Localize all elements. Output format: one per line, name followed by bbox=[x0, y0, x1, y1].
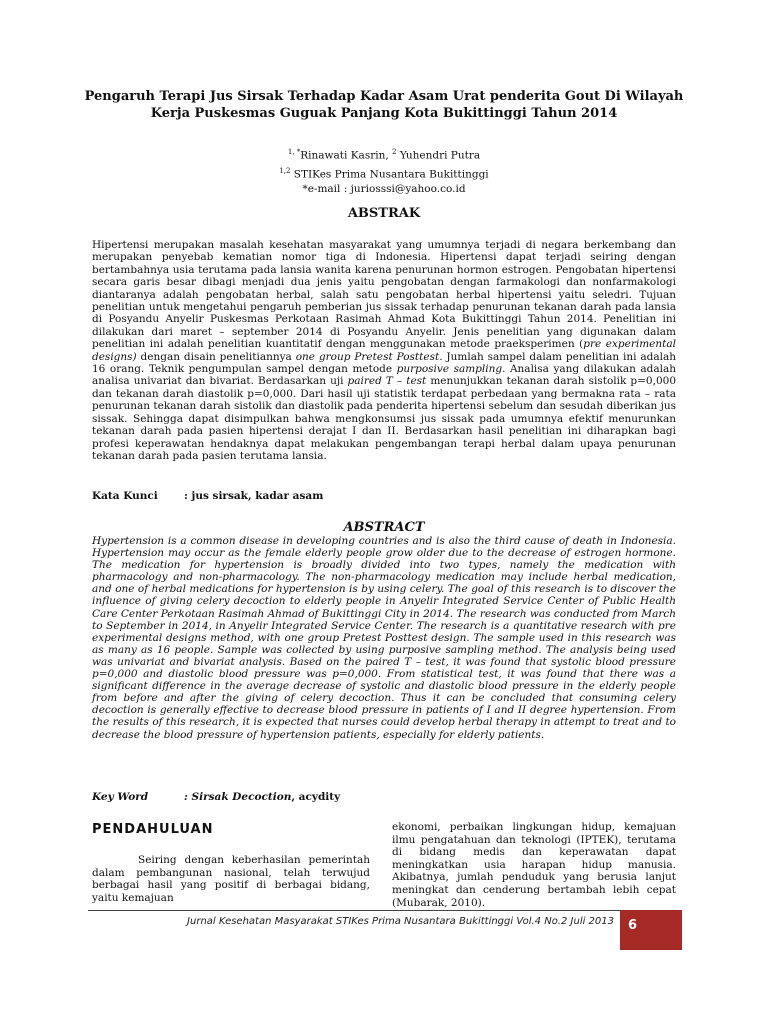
paper-title bbox=[80, 88, 688, 122]
footer-rule bbox=[88, 910, 682, 911]
abstrak-text-2: dengan disain penelitiannya bbox=[136, 350, 296, 363]
affiliation bbox=[0, 164, 768, 183]
abstrak-text-4: . Analisa yang dilakukan adalah analisa univariat dan bivariat. Berdasarkan uji bbox=[92, 363, 676, 388]
abstract-body: Hypertension is a common disease in developing countries and is also the third cause of death in Indonesia. Hypertension may occur as the female elderly people grow older due to the decrease of estrogen hormone. The medication for hypertension is broadly divided into two types, namely the medication with pharmacology and non-pharmacology. The non-pharmacology medication may include herbal medication, and one of herbal medications for hypertension is by using celery. The goal of this research is to discover the influence of giving celery decoction to elderly people in Anyelir Integrated Service Center of Public Health Care Center Perkotaan Rasimah Ahmad of Bukittinggi City in 2014. The research was conducted from March to September in 2014, in Anyelir Integrated Service Center. The research is a quantitative research with pre experimental designs method, with one group Pretest Posttest design. The sample used in this research was as many as 16 people. Sample was collected by using purposive sampling method. The analysis being used was univariat and bivariat analysis. Based on the paired T – test, it was found that systolic blood pressure p=0,000 and diastolic blood pressure was p=0,000. From statistical test, it was found that there was a significant difference in the average decrease of systolic and diastolic blood pressure in the elderly people from before and after the giving of celery decoction. Thus it can be concluded that consuming celery decoction is generally effective to decrease blood pressure in patients of I and II degree hypertension. From the results of this research, it is expected that nurses could develop herbal therapy in attempt to treat and to decrease the blood pressure of hypertension patients, especially for elderly patients. bbox=[92, 535, 676, 741]
author-block bbox=[0, 145, 768, 197]
abstrak-heading: ABSTRAK bbox=[347, 206, 421, 221]
affiliation-text: STIKes Prima Nusantara Bukittinggi bbox=[290, 168, 489, 180]
key-word-value: : Sirsak Decoction bbox=[184, 791, 292, 803]
author-names bbox=[0, 145, 768, 164]
author-email: *e-mail : juriosssi@yahoo.co.id bbox=[302, 183, 466, 195]
author-1-name: Rinawati Kasrin, bbox=[300, 149, 389, 162]
journal-footer: Jurnal Kesehatan Masyarakat STIKes Prima Nusantara Bukittinggi Vol.4 No.2 Juli 2013 bbox=[187, 916, 614, 927]
kata-kunci-label: Kata Kunci bbox=[92, 490, 158, 502]
abstrak-italic-3: purposive sampling bbox=[396, 363, 503, 376]
page-number: 6 bbox=[628, 918, 638, 933]
affiliation-superscript: 1,2 bbox=[279, 166, 291, 175]
pendahuluan-heading: PENDAHULUAN bbox=[92, 822, 214, 837]
author-2-name: Yuhendri Putra bbox=[396, 149, 481, 162]
abstrak-italic-4: paired T – test bbox=[347, 375, 427, 388]
abstrak-italic-2: one group Pretest Posttest bbox=[295, 350, 440, 363]
kata-kunci-value: : jus sirsak, kadar asam bbox=[184, 490, 324, 502]
author-1-superscript: 1, * bbox=[287, 148, 301, 156]
key-word-extra: , acydity bbox=[291, 791, 341, 803]
author-2-superscript: 2 bbox=[392, 148, 397, 156]
abstrak-text-3: . Jumlah sampel dalam penelitian ini adalah 16 orang. Teknik pengumpulan sampel dengan metode bbox=[92, 350, 676, 376]
abstract-heading: ABSTRACT bbox=[343, 520, 425, 535]
pendahuluan-right-column: ekonomi, perbaikan lingkungan hidup, kemajuan ilmu pengatahuan dan teknologi (IPTEK), terutama di bidang medis dan keperawatan dapat meningkatkan usia harapan hidup manusia. Akibatnya, jumlah penduduk yang berusia lanjut meningkat dan cenderung bertambah lebih cepat (Mubarak, 2010). bbox=[392, 821, 676, 909]
pendahuluan-left-column: Seiring dengan keberhasilan pemerintah dalam pembangunan nasional, telah terwujud berbagai hasil yang positif di berbagai bidang, yaitu kemajuan bbox=[92, 854, 370, 904]
abstrak-text-5: menunjukkan tekanan darah sistolik p=0,000 dan tekanan darah diastolik p=0,000. Dari hasil uji statistik terdapat perbedaan yang bermakna rata – rata penurunan tekanan darah sistolik dan diastolik pada penderita hipertensi sebelum dan sesudah diberikan jus sissak. Sehingga dapat disimpulkan bahwa mengkonsumsi jus sissak pada umumnya efektif menurunkan tekanan darah pada pasien hipertensi derajat I dan II. Berdasarkan hasil penelitian ini diharapkan bagi profesi keperawatan hendaknya dapat melakukan pengembangan terapi herbal dalam upaya penurunan tekanan darah pada pasien terutama lansia. bbox=[92, 375, 676, 462]
abstrak-body bbox=[92, 239, 676, 462]
key-word-label: Key Word bbox=[92, 791, 149, 803]
kata-kunci bbox=[92, 490, 323, 502]
key-word bbox=[92, 791, 340, 803]
page-number-box bbox=[620, 910, 682, 950]
abstrak-italic-1: pre experimental designs) bbox=[92, 338, 676, 363]
title-line-2: Kerja Puskesmas Guguak Panjang Kota Bukittinggi Tahun 2014 bbox=[150, 106, 618, 121]
title-line-1: Pengaruh Terapi Jus Sirsak Terhadap Kadar Asam Urat penderita Gout Di Wilayah bbox=[84, 89, 684, 104]
abstrak-text-1: Hipertensi merupakan masalah kesehatan masyarakat yang umumnya terjadi di negara berkembang dan merupakan penyebab kematian nomor tiga di Indonesia. Hipertensi dapat terjadi seiring dengan bertambahnya usia terutama pada lansia wanita karena penurunan hormon estrogen. Pengobatan hipertensi secara garis besar dibagi menjadi dua jenis yaitu pengobatan dengan farmakologi dan nonfarmakologi diantaranya adalah pengobatan herbal, salah satu pengobatan herbal hipertensi yaitu seledri. Tujuan penelitian untuk mengetahui pengaruh pemberian jus sissak terhadap penurunan tekanan darah pada lansia di Posyandu Anyelir Puskesmas Perkotaan Rasimah Ahmad Kota Bukittinggi Tahun 2014. Penelitian ini dilakukan dari maret – september 2014 di Posyandu Anyelir. Jenis penelitian yang digunakan dalam penelitian ini adalah penelitian kuantitatif dengan menggunakan metode praeksperimen ( bbox=[92, 239, 676, 351]
